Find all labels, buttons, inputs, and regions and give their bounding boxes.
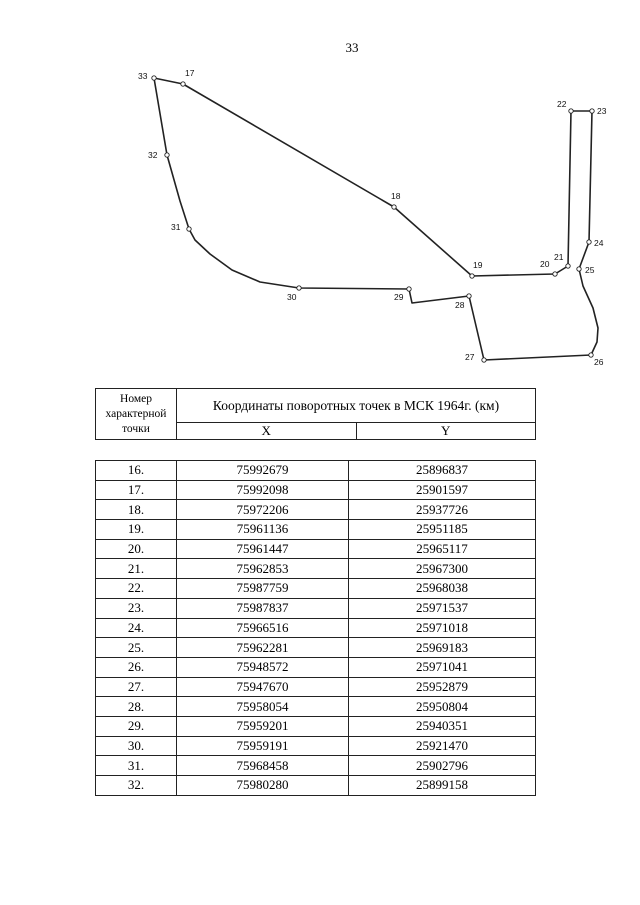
map-point-33 — [152, 76, 156, 80]
cell-y: 25968038 — [349, 579, 536, 599]
map-point-label-28: 28 — [455, 300, 465, 310]
cell-y: 25899158 — [349, 776, 536, 796]
cell-x: 75966516 — [177, 618, 349, 638]
table-row — [96, 618, 536, 638]
cell-x: 75961136 — [177, 520, 349, 540]
cell-x: 75961447 — [177, 539, 349, 559]
table-row — [96, 638, 536, 658]
table-row — [96, 598, 536, 618]
map-point-30 — [297, 286, 301, 290]
map-point-label-22: 22 — [557, 99, 567, 109]
cell-x: 75968458 — [177, 756, 349, 776]
cell-point-number: 29. — [96, 716, 177, 736]
cell-x: 75958054 — [177, 697, 349, 717]
header-x: X — [177, 423, 357, 440]
cell-x: 75992098 — [177, 480, 349, 500]
cell-point-number: 19. — [96, 520, 177, 540]
cell-point-number: 30. — [96, 736, 177, 756]
table-row — [96, 520, 536, 540]
map-point-label-33: 33 — [138, 71, 148, 81]
cell-x: 75980280 — [177, 776, 349, 796]
map-point-label-32: 32 — [148, 150, 158, 160]
cell-point-number: 26. — [96, 657, 177, 677]
cell-y: 25952879 — [349, 677, 536, 697]
cell-point-number: 23. — [96, 598, 177, 618]
cell-x: 75972206 — [177, 500, 349, 520]
table-row — [96, 461, 536, 481]
table-row — [96, 579, 536, 599]
table-row — [96, 559, 536, 579]
map-point-27 — [482, 358, 486, 362]
table-row — [96, 736, 536, 756]
cell-y: 25901597 — [349, 480, 536, 500]
map-point-29 — [407, 287, 411, 291]
cell-point-number: 32. — [96, 776, 177, 796]
cell-y: 25969183 — [349, 638, 536, 658]
cell-x: 75962281 — [177, 638, 349, 658]
cell-x: 75962853 — [177, 559, 349, 579]
cell-x: 75948572 — [177, 657, 349, 677]
map-point-label-18: 18 — [391, 191, 401, 201]
header-y: Y — [356, 423, 536, 440]
cell-y: 25937726 — [349, 500, 536, 520]
cell-point-number: 28. — [96, 697, 177, 717]
map-point-32 — [165, 153, 169, 157]
map-point-25 — [577, 267, 581, 271]
boundary-outline — [154, 78, 598, 360]
map-point-20 — [553, 272, 557, 276]
header-coordinates: Координаты поворотных точек в МСК 1964г. (км) — [177, 389, 536, 423]
cell-y: 25950804 — [349, 697, 536, 717]
coordinates-table-header — [95, 388, 536, 440]
cell-y: 25971041 — [349, 657, 536, 677]
map-point-17 — [181, 82, 185, 86]
cell-x: 75959201 — [177, 716, 349, 736]
map-point-18 — [392, 205, 396, 209]
cell-point-number: 27. — [96, 677, 177, 697]
coordinates-table — [95, 460, 536, 796]
cell-point-number: 18. — [96, 500, 177, 520]
map-point-26 — [589, 353, 593, 357]
page-number: 33 — [345, 40, 359, 55]
map-point-label-25: 25 — [585, 265, 595, 275]
table-row — [96, 697, 536, 717]
map-point-label-30: 30 — [287, 292, 297, 302]
map-point-21 — [566, 264, 570, 268]
table-row — [96, 776, 536, 796]
cell-point-number: 20. — [96, 539, 177, 559]
table-row — [96, 480, 536, 500]
map-point-19 — [470, 274, 474, 278]
cell-x: 75947670 — [177, 677, 349, 697]
map-point-label-29: 29 — [394, 292, 404, 302]
cell-point-number: 31. — [96, 756, 177, 776]
map-point-23 — [590, 109, 594, 113]
cell-point-number: 24. — [96, 618, 177, 638]
map-point-label-23: 23 — [597, 106, 607, 116]
cell-y: 25921470 — [349, 736, 536, 756]
map-point-31 — [187, 227, 191, 231]
cell-y: 25902796 — [349, 756, 536, 776]
cell-x: 75987837 — [177, 598, 349, 618]
map-point-label-17: 17 — [185, 68, 195, 78]
cell-x: 75987759 — [177, 579, 349, 599]
map-point-24 — [587, 240, 591, 244]
map-point-label-24: 24 — [594, 238, 604, 248]
map-point-22 — [569, 109, 573, 113]
cell-point-number: 21. — [96, 559, 177, 579]
cell-y: 25896837 — [349, 461, 536, 481]
map-point-label-21: 21 — [554, 252, 564, 262]
map-point-label-26: 26 — [594, 357, 604, 367]
header-point-number: Номер характерной точки — [96, 389, 177, 440]
cell-y: 25967300 — [349, 559, 536, 579]
map-point-28 — [467, 294, 471, 298]
table-row — [96, 716, 536, 736]
map-point-label-27: 27 — [465, 352, 475, 362]
table-row — [96, 677, 536, 697]
cell-y: 25971018 — [349, 618, 536, 638]
cell-point-number: 16. — [96, 461, 177, 481]
boundary-map — [0, 0, 640, 380]
cell-x: 75959191 — [177, 736, 349, 756]
map-point-label-20: 20 — [540, 259, 550, 269]
table-row — [96, 657, 536, 677]
map-points — [138, 68, 607, 367]
cell-y: 25965117 — [349, 539, 536, 559]
map-point-label-19: 19 — [473, 260, 483, 270]
cell-point-number: 25. — [96, 638, 177, 658]
cell-point-number: 17. — [96, 480, 177, 500]
cell-point-number: 22. — [96, 579, 177, 599]
table-row — [96, 500, 536, 520]
table-row — [96, 756, 536, 776]
cell-x: 75992679 — [177, 461, 349, 481]
cell-y: 25971537 — [349, 598, 536, 618]
map-point-label-31: 31 — [171, 222, 181, 232]
cell-y: 25940351 — [349, 716, 536, 736]
table-row — [96, 539, 536, 559]
cell-y: 25951185 — [349, 520, 536, 540]
